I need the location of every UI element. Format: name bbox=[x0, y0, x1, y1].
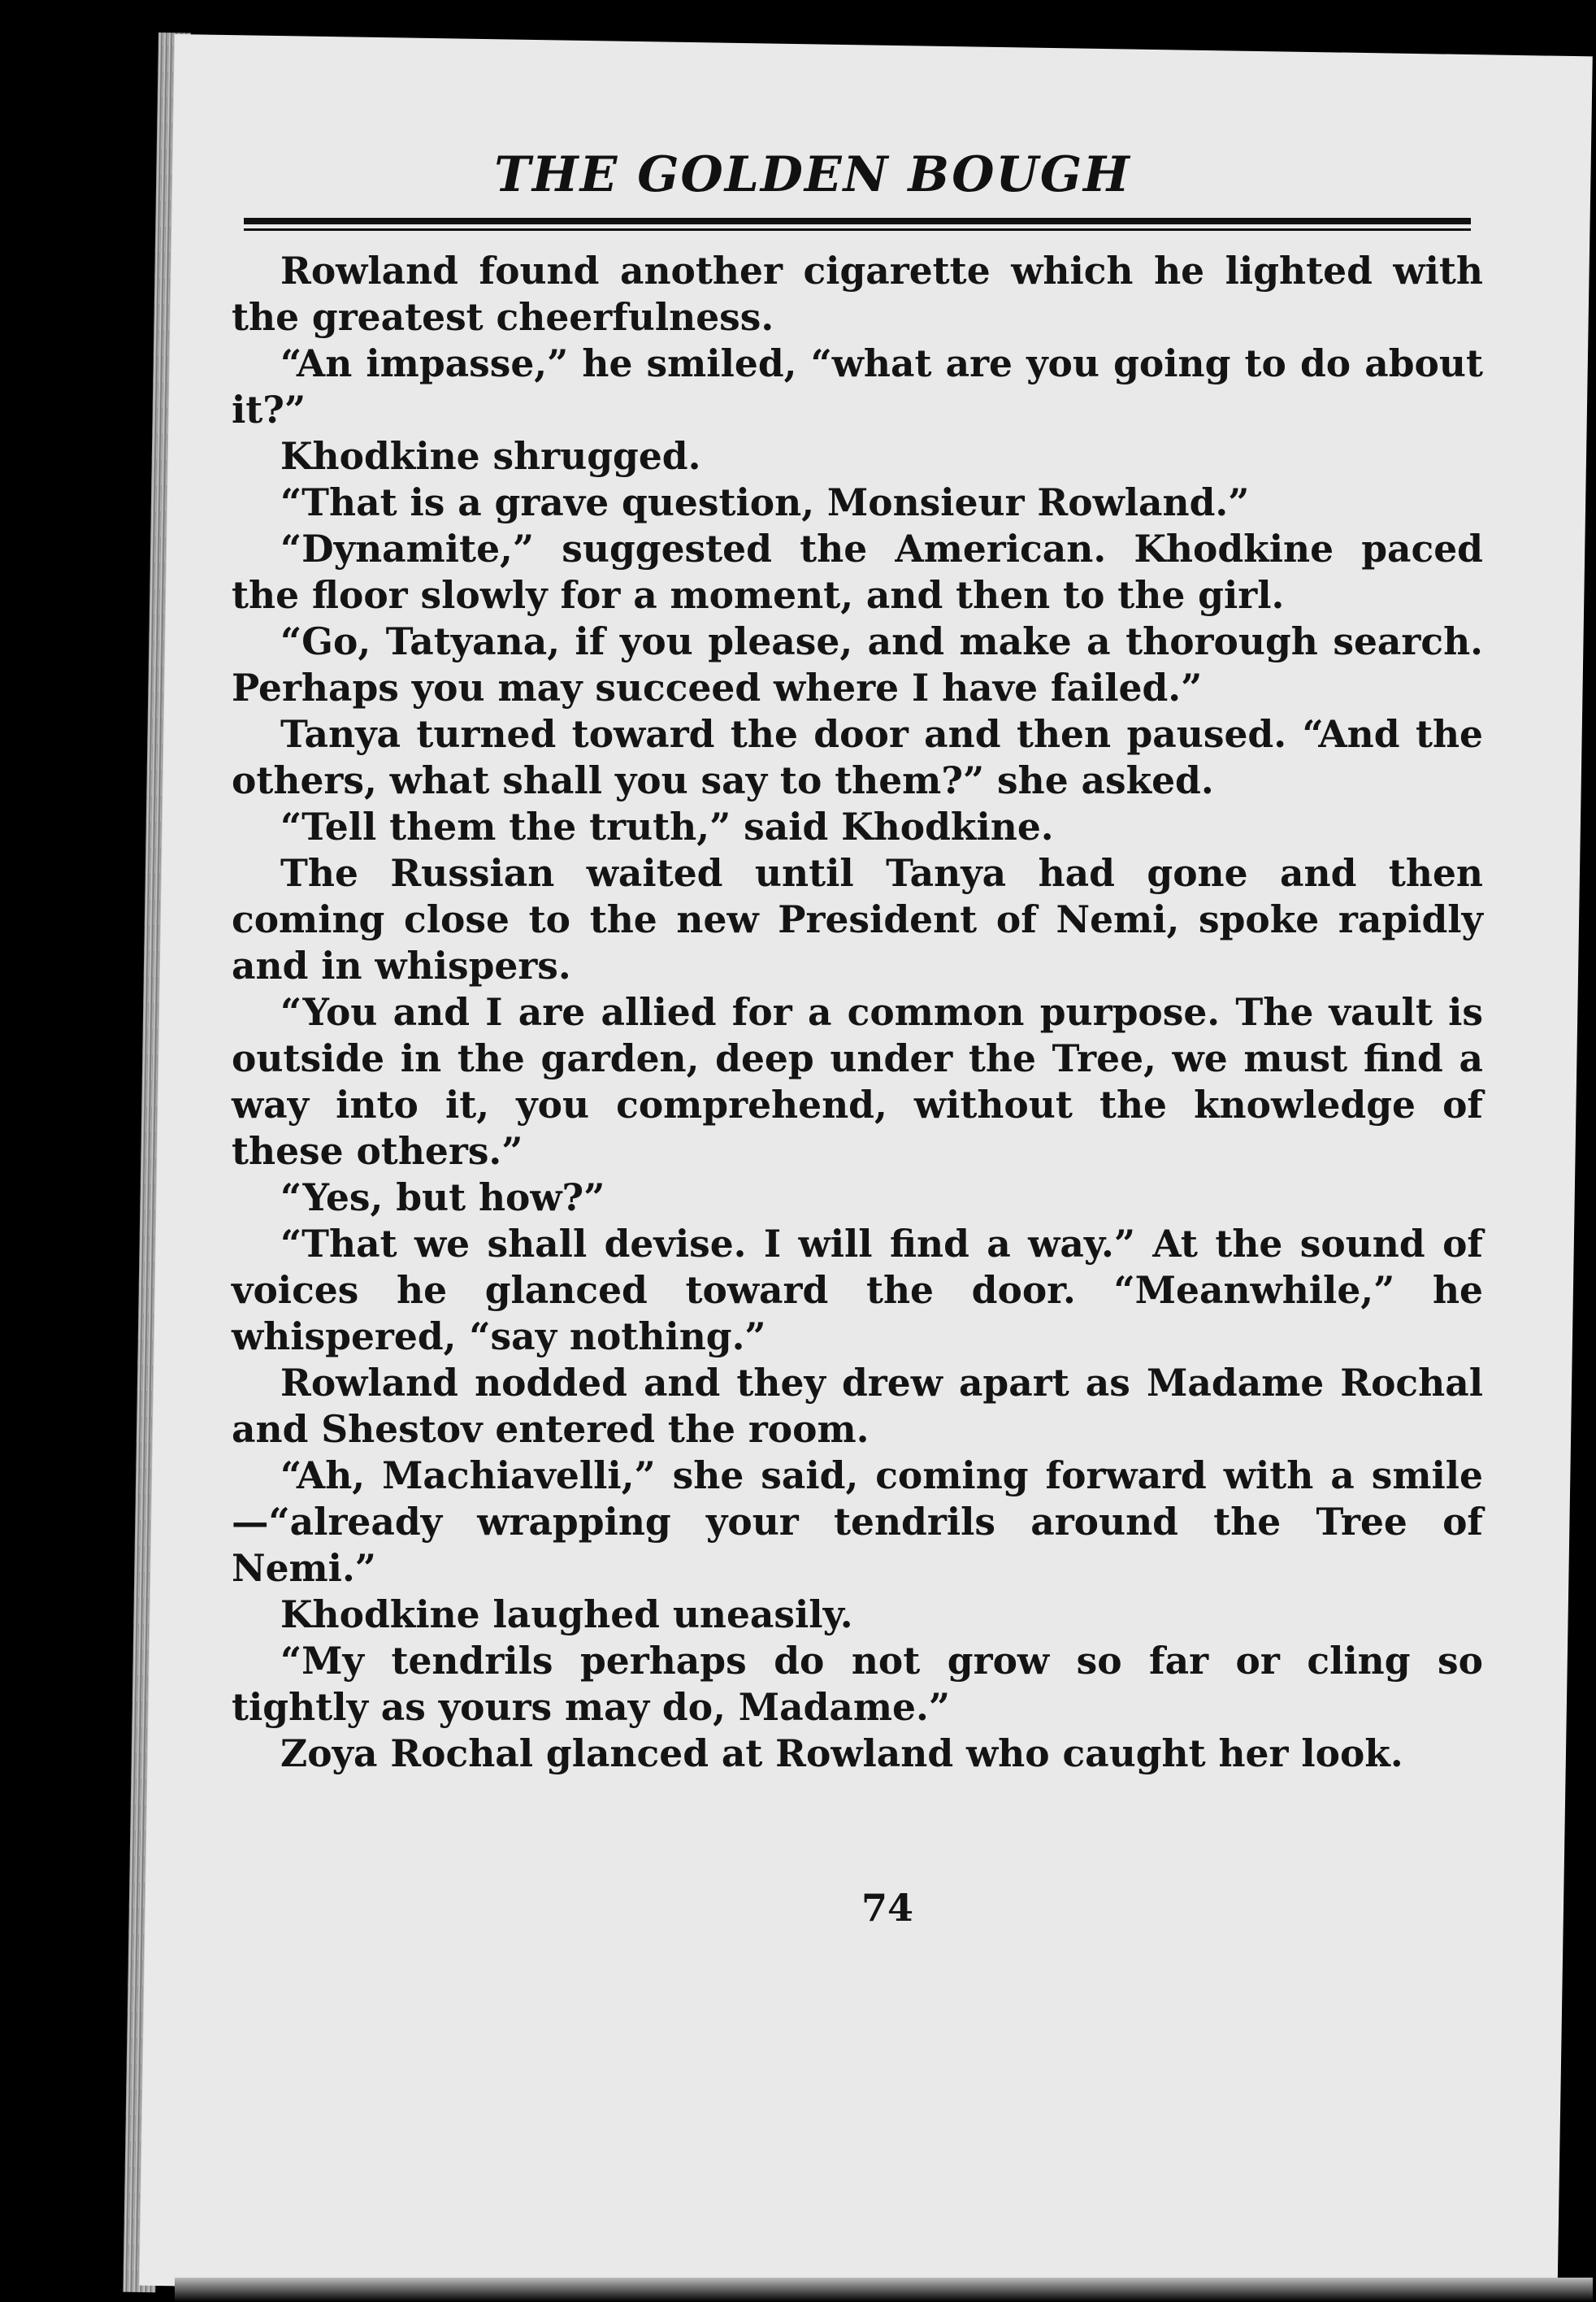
paragraph: “Ah, Machiavelli,” she said, coming forward with a smile—“already wrapping your tendrils around the Tree of Nemi.” bbox=[232, 1453, 1483, 1590]
paragraph: The Russian waited until Tanya had gone and then coming close to the new President of Nemi, spoke rapidly and in whispers. bbox=[232, 851, 1483, 988]
paragraph: “Go, Tatyana, if you please, and make a thorough search. Perhaps you may succeed where I have failed.” bbox=[232, 619, 1483, 710]
paragraph: “That we shall devise. I will find a way.” At the sound of voices he glanced toward the door. “Meanwhile,” he whispered, “say nothing.” bbox=[232, 1222, 1483, 1358]
paragraph: “Yes, but how?” bbox=[280, 1175, 605, 1219]
paragraph: Khodkine laughed uneasily. bbox=[280, 1592, 853, 1636]
paragraph: Tanya turned toward the door and then paused. “And the others, what shall you say to them?” she asked. bbox=[232, 712, 1483, 802]
paragraph: Rowland found another cigarette which he lighted with the greatest cheerfulness. bbox=[232, 249, 1483, 339]
paragraph: “Dynamite,” suggested the American. Khodkine paced the floor slowly for a moment, and then to the girl. bbox=[232, 527, 1483, 617]
running-head: THE GOLDEN BOUGH bbox=[494, 146, 1131, 203]
paragraph: Zoya Rochal glanced at Rowland who caught her look. bbox=[280, 1731, 1403, 1775]
header-rule-thin bbox=[244, 228, 1471, 231]
paragraph: Rowland nodded and they drew apart as Madame Rochal and Shestov entered the room. bbox=[232, 1361, 1483, 1451]
header-rule bbox=[244, 218, 1471, 231]
paragraph: “Tell them the truth,” said Khodkine. bbox=[280, 805, 1054, 849]
paragraph: “You and I are allied for a common purpose. The vault is outside in the garden, deep under the Tree, we must find a way into it, you comprehend, without the knowledge of these others.” bbox=[232, 990, 1483, 1173]
paragraph: Khodkine shrugged. bbox=[280, 434, 701, 478]
page-number: 74 bbox=[861, 1886, 914, 1930]
paragraph: “An impasse,” he smiled, “what are you going to do about it?” bbox=[232, 341, 1483, 432]
body-text bbox=[232, 248, 1483, 1777]
page-bottom-shadow bbox=[175, 2278, 1593, 2302]
header-rule-thick bbox=[244, 218, 1471, 224]
paragraph: “That is a grave question, Monsieur Rowland.” bbox=[280, 480, 1250, 524]
paragraph: “My tendrils perhaps do not grow so far or cling so tightly as yours may do, Madame.” bbox=[232, 1639, 1483, 1729]
